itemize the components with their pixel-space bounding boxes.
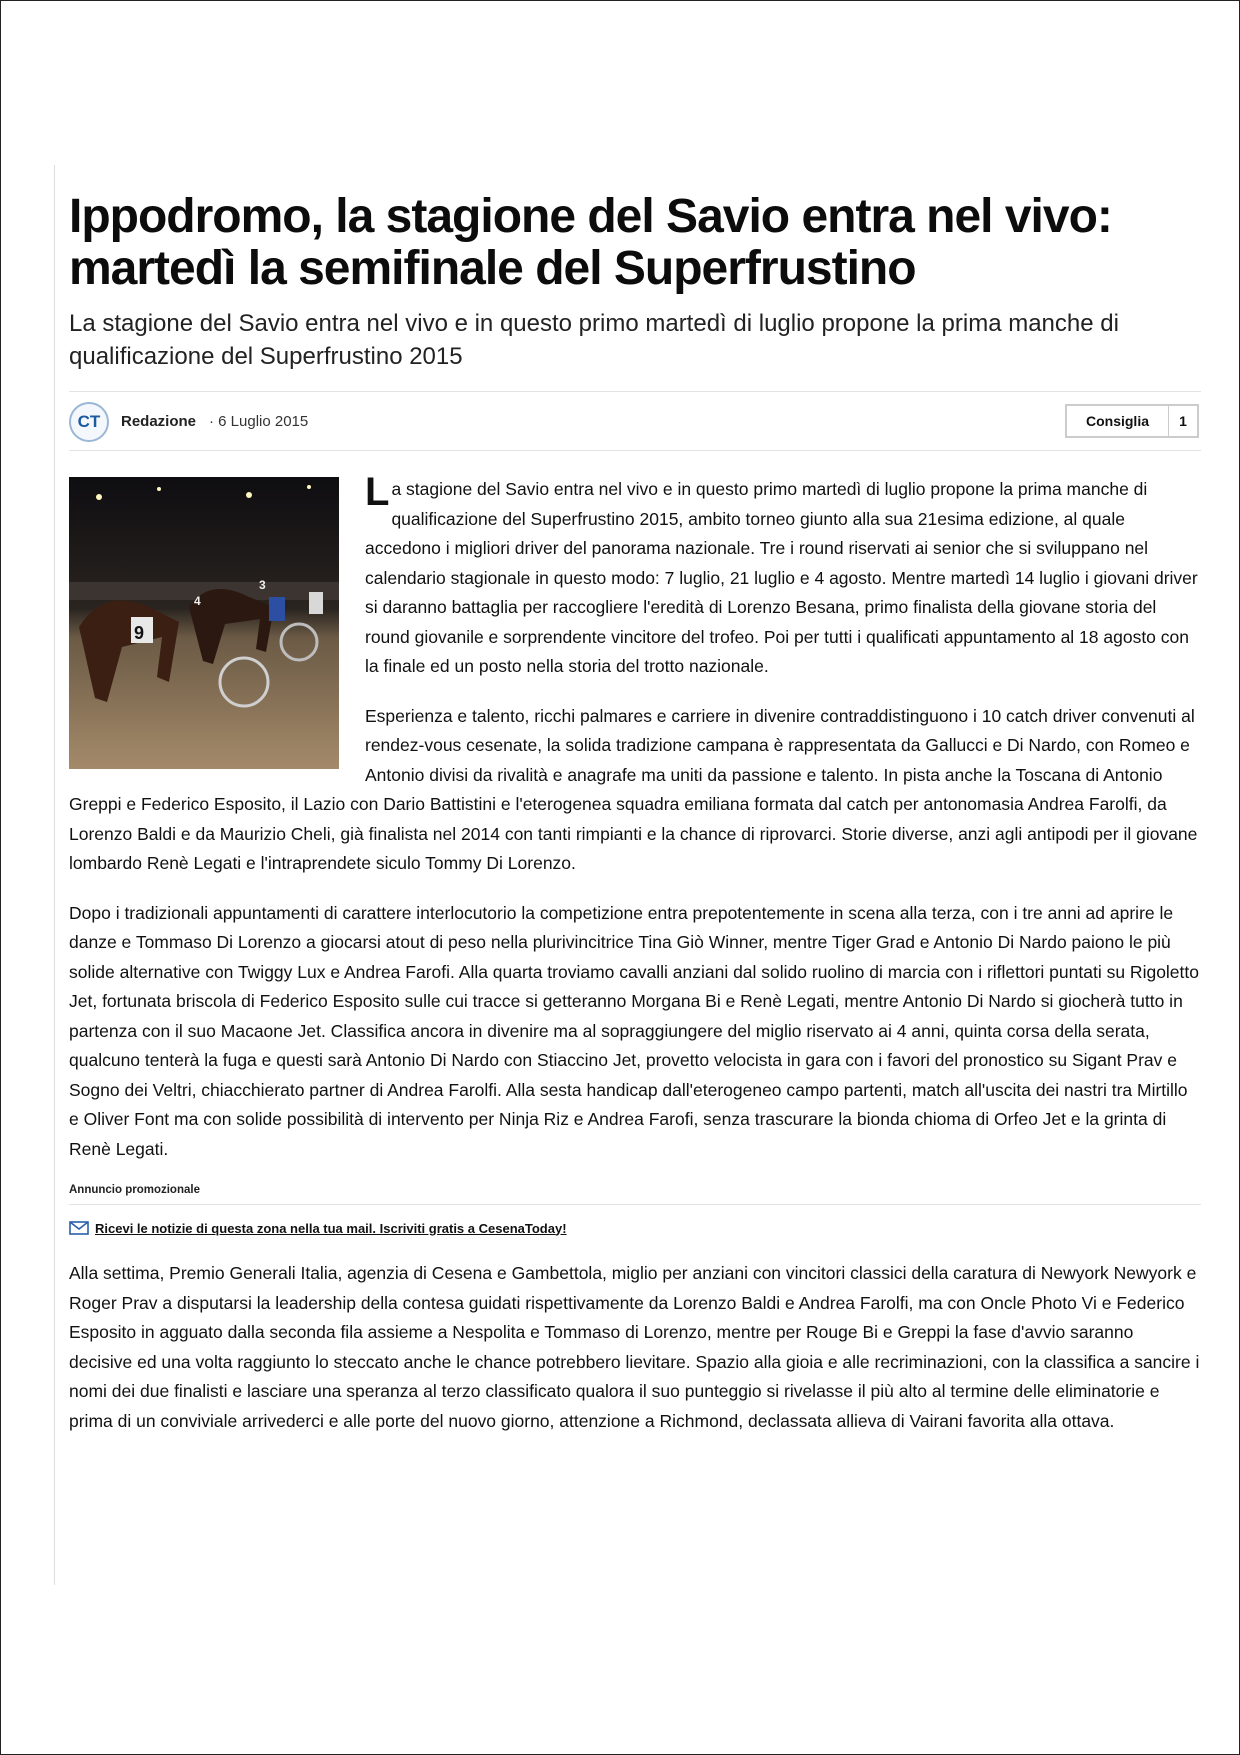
paragraph-4: Alla settima, Premio Generali Italia, agenzia di Cesena e Gambettola, miglio per anziani con vincitori classici della caratura di Newyork Newyork e Roger Prav a disputarsi la leadership della contesa guidati rispettivamente da Lorenzo Baldi e Andrea Farolfi, ma con Oncle Photo Vi e Federico Esposito in agguato dalla seconda fila assieme a Nespolita e Tommaso di Lorenzo, mentre per Rouge Bi e Greppi la fase d'avvio saranno decisive ed una volta raggiunto lo steccato anche le chance potrebbero lievitare. Spazio alla gioia e alle recriminazioni, con la classifica a sancire i nomi dei due finalisti e lasciare una speranza al terzo classificato qualora il suo punteggio si rivelasse il più alto al termine delle eliminatorie e prima di un conviviale arrivederci e alle porte del nuovo giorno, attenzione a Richmond, declassata allieva di Vairani favorita alla ottava. bbox=[69, 1263, 1200, 1431]
paragraph-1-text: a stagione del Savio entra nel vivo e in questo primo martedì di luglio propone la prima manche di qualificazione del Superfrustino 2015, ambito torneo giunto alla sua 21esima edizione, al quale accedono i migliori driver del panorama nazionale. Tre i round riservati ai senior che si sviluppano nel calendario stagionale in questo modo: 7 luglio, 21 luglio e 4 agosto. Mentre martedì 14 luglio i giovani driver si daranno battaglia per raccogliere l'eredità di Lorenzo Besana, primo finalista della giovane storia del round giovanile e sorprendente vincitore del trofeo. Poi per tutti i qualificati appuntamento al 18 agosto con la finale ed un posto nella storia del trotto nazionale. bbox=[365, 479, 1198, 676]
promo-label: Annuncio promozionale bbox=[69, 1184, 200, 1196]
newsletter-link[interactable]: Ricevi le notizie di questa zona nella tua mail. Iscriviti gratis a CesenaToday! bbox=[95, 1220, 567, 1236]
title-line-2: martedì la semifinale del Superfrustino bbox=[69, 242, 916, 295]
article-subtitle: La stagione del Savio entra nel vivo e in questo primo martedì di luglio propone la prima manche di qualificazione del Superfrustino 2015 bbox=[69, 310, 1119, 370]
saddle-number: 3 bbox=[259, 578, 266, 592]
publish-date: · 6 Luglio 2015 bbox=[209, 413, 309, 430]
article-photo[interactable] bbox=[69, 477, 339, 769]
saddle-number: 9 bbox=[134, 623, 145, 643]
author-name[interactable]: Redazione bbox=[121, 413, 197, 430]
saddle-number: 4 bbox=[194, 594, 201, 608]
harness-racing-photo-icon bbox=[69, 477, 339, 769]
newsletter-promo[interactable] bbox=[69, 1204, 1201, 1241]
recommend-count: 1 bbox=[1179, 413, 1187, 429]
paragraph-2: Esperienza e talento, ricchi palmares e carriere in divenire contraddistinguono i 10 catch driver convenuti al rendez-vous cesenate, la solida tradizione campana è rappresentata da Gallucci e Di Nardo, con Romeo e Antonio divisi da rivalità e anagrafe ma uniti da passione e talento. In pista anche la Toscana di Antonio Greppi e Federico Esposito, il Lazio con Dario Battistini e l'eterogenea squadra emiliana formata dal catch per antonomasia Andrea Farolfi, da Lorenzo Baldi e da Maurizio Cheli, già finalista nel 2014 con tanti rimpianti e la chance di riprovarci. Storie diverse, anzi agli antipodi per il giovane lombardo Renè Legati e l'intraprendete siculo Tommy Di Lorenzo. bbox=[69, 705, 1198, 873]
title-line-1: Ippodromo, la stagione del Savio entra nel vivo: bbox=[69, 190, 1112, 243]
recommend-label[interactable]: Consiglia bbox=[1067, 406, 1169, 436]
divider bbox=[69, 450, 1201, 451]
author-avatar[interactable]: CT bbox=[69, 402, 109, 442]
mail-icon bbox=[69, 1221, 89, 1235]
article-body bbox=[69, 470, 1201, 1436]
article-container bbox=[54, 165, 1201, 1585]
paragraph-3: Dopo i tradizionali appuntamenti di carattere interlocutorio la competizione entra prepotentemente in scena alla terza, con i tre anni ad aprire le danze e Tommaso Di Lorenzo a giocarsi atout di peso nella plurivincitrice Tina Giò Winner, mentre Tiger Grad e Antonio Di Nardo paiono le più solide alternative con Twiggy Lux e Andrea Farofi. Alla quarta troviamo cavalli anziani dal solido ruolino di marcia con i riflettori puntati su Rigoletto Jet, fortunata briscola di Federico Esposito sulle cui tracce si getteranno Morgana Bi e Renè Legati, mentre Antonio Di Nardo si giocherà tutto in partenza con il suo Macaone Jet. Classifica ancora in divenire ma al sopraggiungere del miglio riservato ai 4 anni, quinta corsa della serata, qualcuno tenterà la fuga e questi sarà Antonio Di Nardo con Stiaccino Jet, provetto velocista in gara con i favori del pronostico su Sigant Prav e Sogno dei Veltri, chiacchierato partner di Andrea Farolfi. Alla sesta handicap dall'eterogeneo campo partenti, match all'uscita dei nastri tra Mirtillo e Oliver Font ma con solide possibilità di intervento per Ninja Riz e Andrea Farofi, senza trascurare la bionda chioma di Orfeo Jet e la grinta di Renè Legati. bbox=[69, 902, 1199, 1159]
dropcap: L bbox=[365, 470, 390, 514]
article-title bbox=[69, 191, 1201, 295]
article-meta bbox=[69, 391, 1201, 450]
recommend-button[interactable] bbox=[1065, 404, 1199, 438]
